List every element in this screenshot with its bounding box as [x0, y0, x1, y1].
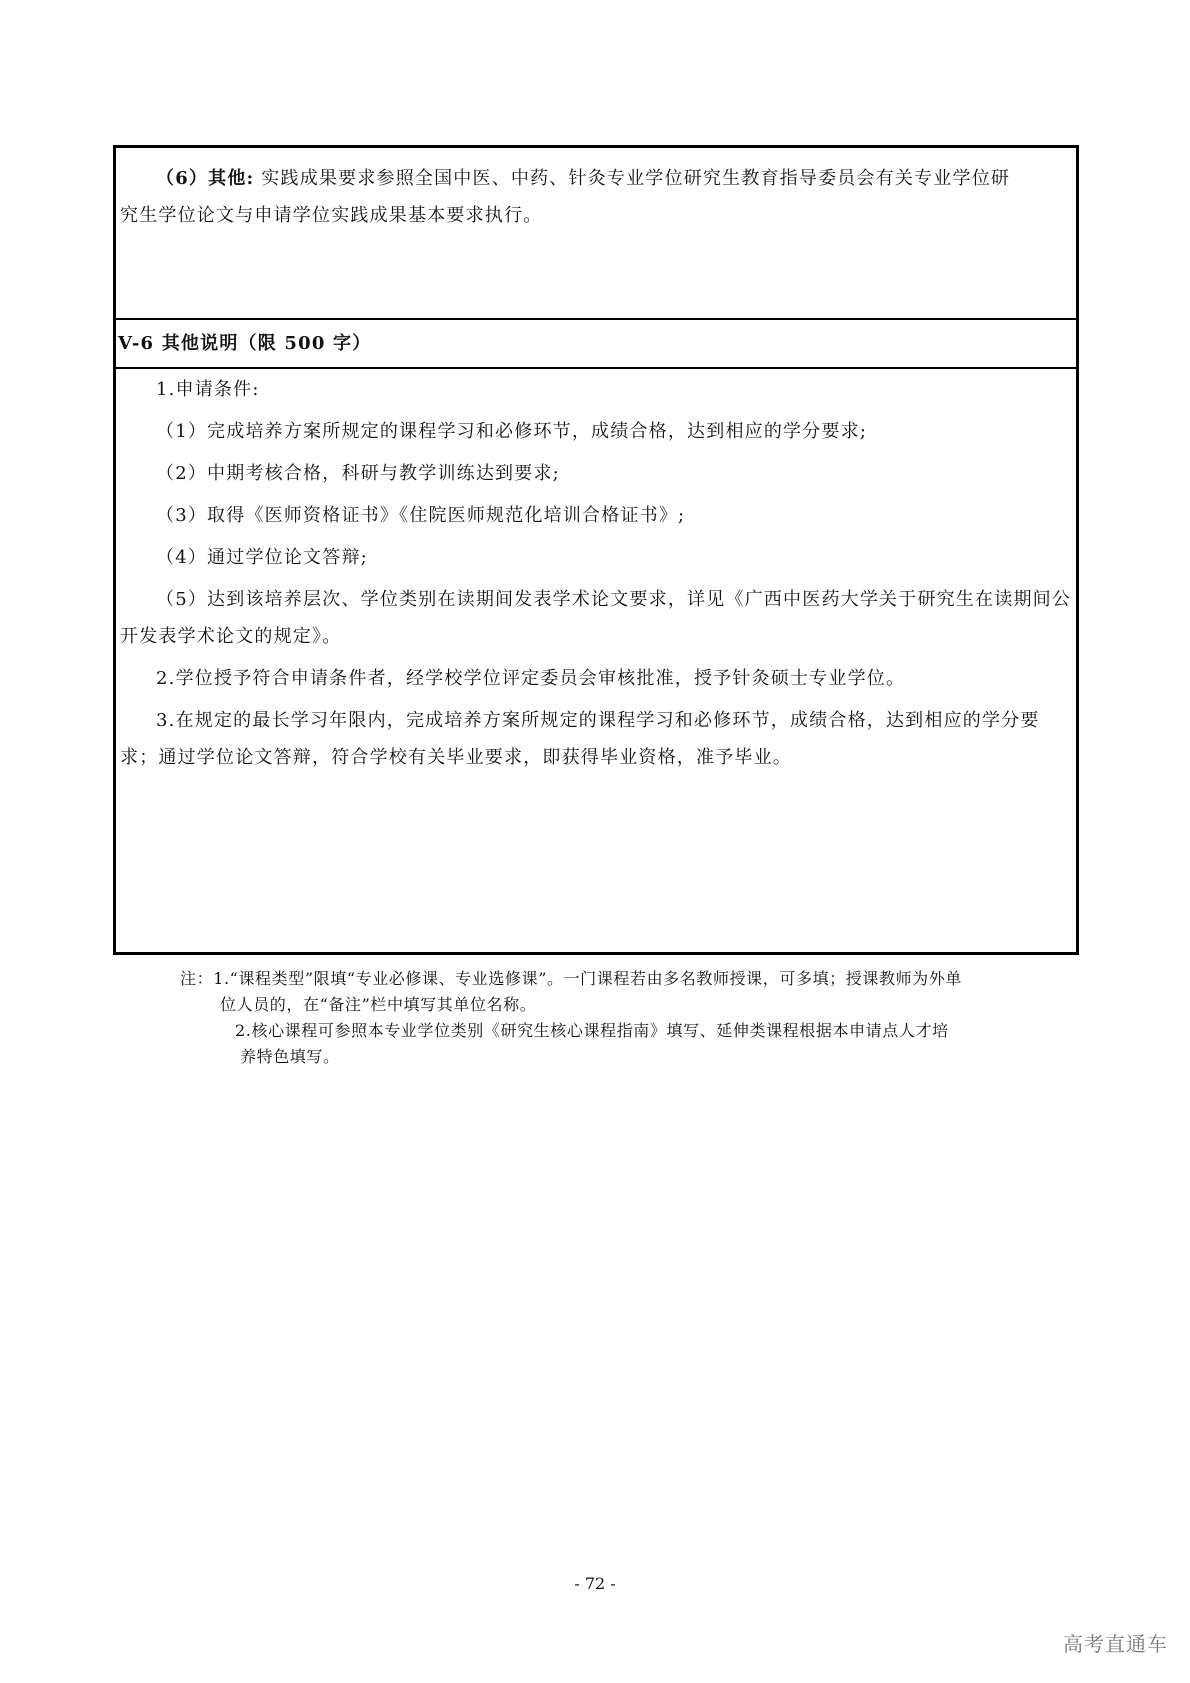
paragraph: 3.在规定的最长学习年限内，完成培养方案所规定的课程学习和必修环节，成绩合格，达到相应的学分要求；通过学位论文答辩，符合学校有关毕业要求，即获得毕业资格，准予毕业。: [120, 710, 1040, 768]
paragraph: 2.学位授予符合申请条件者，经学校学位评定委员会审核批准，授予针灸硕士专业学位。: [156, 668, 906, 689]
note-1: 注：1.“课程类型”限填“专业必修课、专业选修课”。一门课程若由多名教师授课，可多填；授课教师为外单: [180, 969, 962, 988]
other-requirements-line2: 究生学位论文与申请学位实践成果基本要求执行。: [120, 205, 543, 226]
other-label: （6）其他:: [156, 168, 255, 189]
section-v6-title: V-6 其他说明（限 500 字）: [118, 333, 372, 354]
note-2: 2.核心课程可参照本专业学位类别《研究生核心课程指南》填写、延伸类课程根据本申请点人才培: [235, 1021, 949, 1040]
paragraph: （1）完成培养方案所规定的课程学习和必修环节，成绩合格，达到相应的学分要求;: [156, 421, 868, 442]
watermark: 高考直通车: [1063, 1632, 1168, 1656]
section-v6-header: [116, 320, 1076, 369]
paragraph: （5）达到该培养层次、学位类别在读期间发表学术论文要求，详见《广西中医药大学关于研究生在读期间公开发表学术论文的规定》。: [120, 589, 1072, 647]
note-2-cont: 养特色填写。: [240, 1047, 340, 1066]
section-v6-content: [116, 369, 1076, 952]
other-requirements-line1: （6）其他: 实践成果要求参照全国中医、中药、针灸专业学位研究生教育指导委员会有关专业学位研: [156, 168, 1011, 189]
paragraph: （2）中期考核合格，科研与教学训练达到要求;: [156, 463, 560, 484]
note-1-cont: 位人员的，在“备注”栏中填写其单位名称。: [220, 995, 537, 1014]
paragraph: （4）通过学位论文答辩;: [156, 547, 368, 568]
footnotes: [180, 966, 1040, 1070]
other-requirements-cell: [116, 148, 1076, 320]
form-table: [113, 145, 1079, 955]
paragraph: 1.申请条件:: [156, 379, 260, 400]
paragraph: （3）取得《医师资格证书》《住院医师规范化培训合格证书》;: [156, 505, 686, 526]
page-number: - 72 -: [574, 1574, 616, 1593]
